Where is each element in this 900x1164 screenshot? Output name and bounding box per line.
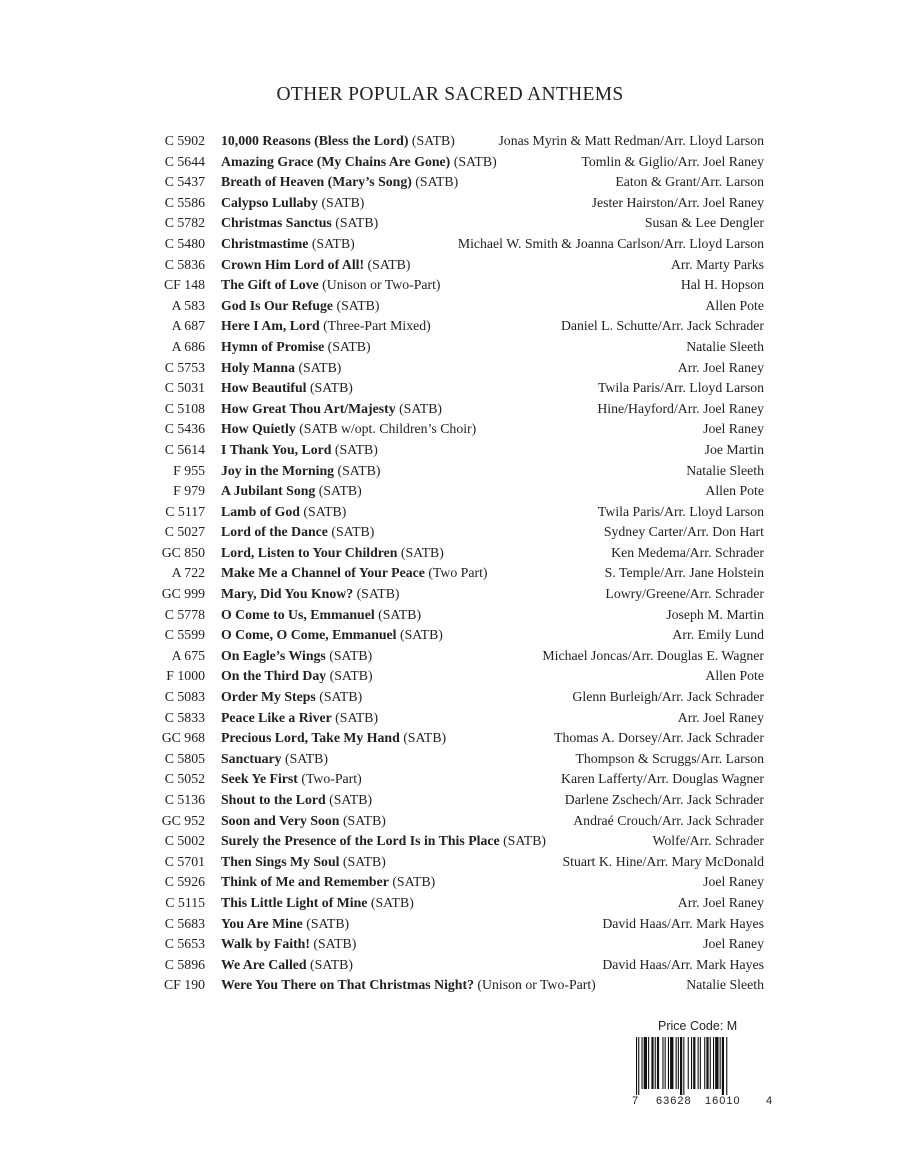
anthem-work: [221, 234, 355, 255]
anthem-voicing: (SATB): [331, 524, 375, 540]
anthem-work: [221, 419, 476, 440]
catalog-code: A 583: [171, 297, 205, 313]
anthem-voicing: (SATB): [313, 936, 357, 952]
anthem-work: [221, 152, 497, 173]
anthem-credit: Thompson & Scruggs/Arr. Larson: [575, 750, 764, 766]
catalog-code: A 722: [171, 565, 205, 581]
anthem-credit: David Haas/Arr. Mark Hayes: [602, 915, 764, 931]
anthem-work: [221, 213, 378, 234]
anthem-title: Joy in the Morning: [221, 462, 335, 478]
anthem-work: [221, 337, 371, 358]
anthem-voicing: (SATB): [415, 174, 459, 190]
barcode-bar: [722, 1037, 724, 1095]
anthem-work: [221, 502, 346, 523]
anthem-work: [221, 296, 379, 317]
catalog-code: C 5115: [165, 894, 205, 910]
barcode-bar: [693, 1037, 695, 1089]
upc-digit-first: 7: [632, 1095, 639, 1107]
anthem-work: [221, 316, 431, 337]
anthem-work: [221, 831, 546, 852]
anthem-title: Mary, Did You Know?: [221, 586, 354, 602]
anthem-credit: Michael W. Smith & Joanna Carlson/Arr. Lloyd Larson: [457, 235, 764, 251]
anthem-credit: Eaton & Grant/Arr. Larson: [615, 174, 764, 190]
barcode-bar: [720, 1037, 721, 1089]
catalog-code: C 5436: [164, 421, 205, 437]
anthem-credit: Joel Raney: [703, 936, 764, 952]
anthem-row: [120, 584, 770, 605]
anthem-credit: Daniel L. Schutte/Arr. Jack Schrader: [560, 318, 764, 334]
anthem-row: [120, 337, 770, 358]
barcode-bar: [636, 1037, 637, 1095]
catalog-code: GC 850: [161, 544, 205, 560]
anthem-row: [120, 152, 770, 173]
anthem-row: [120, 975, 770, 996]
upc-digits-left: 63628: [656, 1095, 692, 1107]
anthem-work: [221, 666, 373, 687]
anthem-credit: Wolfe/Arr. Schrader: [652, 833, 764, 849]
anthem-row: [120, 358, 770, 379]
catalog-code: C 5805: [164, 750, 205, 766]
anthem-work: [221, 605, 421, 626]
anthem-title: Holy Manna: [221, 359, 295, 375]
anthem-credit: Jonas Myrin & Matt Redman/Arr. Lloyd Larson: [498, 133, 764, 148]
anthem-row: [120, 481, 770, 502]
anthem-row: [120, 234, 770, 255]
anthem-voicing: (SATB): [399, 627, 443, 643]
barcode-bar: [700, 1037, 701, 1089]
anthem-work: [221, 625, 443, 646]
catalog-code: C 5896: [164, 956, 205, 972]
catalog-code: GC 952: [161, 812, 205, 828]
anthem-voicing: (SATB): [318, 483, 362, 499]
barcode-bar: [683, 1037, 684, 1095]
page-title: OTHER POPULAR SACRED ANTHEMS: [276, 84, 624, 105]
upc-digit-last: 4: [766, 1095, 773, 1107]
anthem-row: [120, 275, 770, 296]
anthem-title: We Are Called: [221, 956, 307, 972]
anthem-row: [120, 440, 770, 461]
anthem-voicing: (SATB): [319, 689, 363, 705]
anthem-voicing: (SATB): [342, 853, 386, 869]
catalog-code: C 5117: [165, 503, 205, 519]
anthem-row: [120, 378, 770, 399]
catalog-code: GC 968: [161, 730, 205, 746]
anthem-title: O Come, O Come, Emmanuel: [221, 627, 397, 643]
anthem-credit: Joe Martin: [704, 441, 764, 457]
anthem-row: [120, 749, 770, 770]
anthem-voicing: (SATB): [285, 750, 328, 766]
anthem-title: Were You There on That Christmas Night?: [221, 977, 474, 993]
catalog-code: C 5926: [164, 874, 205, 890]
barcode-bar: [670, 1037, 673, 1089]
catalog-code: C 5614: [164, 441, 205, 457]
anthem-row: [120, 131, 770, 152]
catalog-code: C 5480: [164, 235, 205, 251]
anthem-voicing: (Unison or Two-Part): [322, 277, 441, 293]
anthem-credit: Stuart K. Hine/Arr. Mary McDonald: [562, 853, 764, 869]
anthem-title: Here I Am, Lord: [221, 318, 320, 334]
anthem-row: [120, 893, 770, 914]
anthem-credit: David Haas/Arr. Mark Hayes: [602, 956, 764, 972]
anthem-credit: Allen Pote: [705, 668, 764, 684]
anthem-title: Lord of the Dance: [221, 524, 328, 540]
anthem-row: [120, 625, 770, 646]
anthem-row: [120, 563, 770, 584]
anthem-voicing: (SATB): [367, 256, 411, 272]
anthem-work: [221, 522, 374, 543]
upc-digits-right: 16010: [705, 1095, 741, 1107]
anthem-title: Hymn of Promise: [221, 338, 325, 354]
anthem-credit: Glenn Burleigh/Arr. Jack Schrader: [572, 689, 764, 705]
anthem-credit: Allen Pote: [705, 297, 764, 313]
catalog-code: CF 190: [163, 977, 205, 993]
barcode-bar: [706, 1037, 708, 1089]
catalog-code: C 5437: [164, 174, 205, 190]
anthem-row: [120, 646, 770, 667]
anthem-voicing: (Three-Part Mixed): [323, 318, 431, 334]
barcode-bar: [726, 1037, 727, 1095]
anthem-work: [221, 193, 364, 214]
anthem-voicing: (Two-Part): [301, 771, 362, 787]
anthem-title: Precious Lord, Take My Hand: [221, 730, 400, 746]
catalog-code: C 5782: [164, 215, 205, 231]
anthem-work: [221, 275, 441, 296]
anthem-work: [221, 934, 356, 955]
anthem-credit: Darlene Zschech/Arr. Jack Schrader: [564, 792, 764, 807]
catalog-code: C 5753: [164, 359, 205, 375]
barcode-bars: [632, 1037, 768, 1095]
anthem-row: [120, 708, 770, 729]
anthem-voicing: (SATB w/opt. Children’s Choir): [299, 421, 477, 437]
barcode-bar: [704, 1037, 705, 1089]
anthem-row: [120, 666, 770, 687]
anthem-title: Shout to the Lord: [221, 792, 326, 807]
barcode-bar: [678, 1037, 679, 1089]
anthem-title: O Come to Us, Emmanuel: [221, 606, 375, 622]
anthem-voicing: (Unison or Two-Part): [477, 977, 596, 993]
anthem-title: Order My Steps: [221, 689, 316, 705]
catalog-code: C 5701: [164, 853, 205, 869]
anthem-title: Breath of Heaven (Mary’s Song): [221, 174, 412, 190]
anthem-work: [221, 378, 353, 399]
anthem-voicing: (SATB): [392, 874, 436, 890]
catalog-code: C 5653: [164, 936, 205, 952]
anthem-work: [221, 749, 328, 770]
anthem-work: [221, 769, 362, 790]
anthem-voicing: (SATB): [335, 215, 379, 231]
catalog-code: C 5644: [164, 153, 205, 169]
catalog-code: C 5902: [164, 133, 205, 148]
anthem-row: [120, 790, 770, 811]
anthem-work: [221, 358, 341, 379]
anthem-work: [221, 790, 372, 811]
anthem-list: [120, 131, 770, 996]
anthem-row: [120, 461, 770, 482]
anthem-title: A Jubilant Song: [221, 483, 316, 499]
anthem-row: [120, 811, 770, 832]
anthem-title: Lord, Listen to Your Children: [221, 544, 398, 560]
anthem-row: [120, 543, 770, 564]
anthem-voicing: (SATB): [335, 709, 379, 725]
anthem-row: [120, 831, 770, 852]
anthem-row: [120, 605, 770, 626]
barcode-bar: [638, 1037, 639, 1095]
anthem-work: [221, 481, 362, 502]
anthem-credit: Karen Lafferty/Arr. Douglas Wagner: [561, 771, 764, 787]
anthem-voicing: (SATB): [400, 544, 444, 560]
catalog-code: C 5836: [164, 256, 205, 272]
anthem-row: [120, 316, 770, 337]
barcode-bar: [676, 1037, 677, 1089]
anthem-voicing: (SATB): [309, 380, 353, 396]
anthem-row: [120, 934, 770, 955]
anthem-work: [221, 646, 372, 667]
anthem-voicing: (SATB): [337, 462, 381, 478]
anthem-credit: Arr. Emily Lund: [672, 627, 764, 643]
anthem-work: [221, 440, 378, 461]
anthem-title: Think of Me and Remember: [221, 874, 389, 890]
anthem-credit: Arr. Joel Raney: [677, 894, 764, 910]
anthem-work: [221, 872, 435, 893]
barcode-bar: [657, 1037, 659, 1089]
barcode-bar: [715, 1037, 718, 1089]
anthem-title: On Eagle’s Wings: [221, 647, 326, 663]
anthem-credit: Jester Hairston/Arr. Joel Raney: [591, 194, 764, 210]
anthem-credit: Natalie Sleeth: [686, 977, 764, 993]
anthem-credit: Arr. Marty Parks: [670, 256, 764, 272]
anthem-credit: Tomlin & Giglio/Arr. Joel Raney: [581, 153, 764, 169]
anthem-work: [221, 955, 353, 976]
anthem-work: [221, 399, 442, 420]
anthem-work: [221, 461, 380, 482]
anthem-voicing: (SATB): [370, 894, 414, 910]
anthem-voicing: (SATB): [298, 359, 342, 375]
anthem-work: [221, 543, 444, 564]
anthem-row: [120, 193, 770, 214]
anthem-voicing: (SATB): [334, 441, 378, 457]
anthem-credit: Lowry/Greene/Arr. Schrader: [605, 586, 764, 602]
anthem-voicing: (SATB): [411, 133, 455, 148]
catalog-code: C 5108: [164, 400, 205, 416]
catalog-code: C 5031: [164, 380, 205, 396]
anthem-credit: Twila Paris/Arr. Lloyd Larson: [597, 380, 764, 396]
anthem-title: How Quietly: [221, 421, 296, 437]
anthem-voicing: (SATB): [342, 812, 386, 828]
anthem-work: [221, 708, 378, 729]
anthem-title: Make Me a Channel of Your Peace: [221, 565, 425, 581]
anthem-voicing: (SATB): [329, 792, 373, 807]
anthem-row: [120, 872, 770, 893]
anthem-credit: Natalie Sleeth: [686, 338, 764, 354]
anthem-credit: Twila Paris/Arr. Lloyd Larson: [597, 503, 764, 519]
catalog-code: A 686: [171, 338, 205, 354]
anthem-credit: Joel Raney: [703, 421, 764, 437]
anthem-credit: Arr. Joel Raney: [677, 359, 764, 375]
anthem-credit: Michael Joncas/Arr. Douglas E. Wagner: [542, 647, 764, 663]
anthem-title: Crown Him Lord of All!: [221, 256, 365, 272]
anthem-title: Then Sings My Soul: [221, 853, 340, 869]
anthem-title: How Great Thou Art/Majesty: [221, 400, 396, 416]
anthem-voicing: (SATB): [310, 956, 353, 972]
anthem-row: [120, 172, 770, 193]
barcode-bar: [662, 1037, 663, 1089]
anthem-title: This Little Light of Mine: [221, 894, 368, 910]
barcode-bar: [698, 1037, 699, 1089]
anthem-row: [120, 728, 770, 749]
catalog-code: C 5136: [164, 792, 205, 807]
anthem-row: [120, 687, 770, 708]
catalog-code: A 687: [171, 318, 205, 334]
anthem-voicing: (SATB): [327, 338, 371, 354]
anthem-credit: Andraé Crouch/Arr. Jack Schrader: [573, 812, 764, 828]
anthem-title: Christmastime: [221, 235, 309, 251]
anthem-voicing: (SATB): [311, 235, 355, 251]
anthem-title: I Thank You, Lord: [221, 441, 332, 457]
anthem-title: Peace Like a River: [221, 709, 332, 725]
anthem-voicing: (SATB): [403, 730, 447, 746]
anthem-row: [120, 769, 770, 790]
anthem-credit: Ken Medema/Arr. Schrader: [611, 544, 764, 560]
anthem-voicing: (SATB): [321, 194, 365, 210]
barcode-bar: [665, 1037, 666, 1089]
catalog-code: C 5778: [164, 606, 205, 622]
anthem-title: On the Third Day: [221, 668, 327, 684]
anthem-credit: Allen Pote: [705, 483, 764, 499]
anthem-title: Calypso Lullaby: [221, 194, 318, 210]
anthem-credit: Joel Raney: [703, 874, 764, 890]
anthem-title: Lamb of God: [221, 503, 300, 519]
catalog-code: F 955: [173, 462, 205, 478]
anthem-row: [120, 914, 770, 935]
anthem-voicing: (SATB): [336, 297, 380, 313]
catalog-code: CF 148: [163, 277, 205, 293]
anthem-work: [221, 811, 386, 832]
catalog-code: C 5027: [164, 524, 205, 540]
anthem-credit: Joseph M. Martin: [666, 606, 764, 622]
barcode-bar: [644, 1037, 647, 1089]
anthem-title: Sanctuary: [221, 750, 282, 766]
anthem-voicing: (SATB): [378, 606, 422, 622]
anthem-credit: Hine/Hayford/Arr. Joel Raney: [597, 400, 764, 416]
anthem-row: [120, 419, 770, 440]
anthem-row: [120, 955, 770, 976]
anthem-title: Walk by Faith!: [221, 936, 310, 952]
anthem-row: [120, 296, 770, 317]
barcode-bar: [668, 1037, 669, 1089]
anthem-title: Seek Ye First: [221, 771, 298, 787]
anthem-voicing: (SATB): [329, 668, 373, 684]
anthem-work: [221, 563, 488, 584]
anthem-row: [120, 213, 770, 234]
anthem-title: 10,000 Reasons (Bless the Lord): [221, 133, 409, 148]
barcode-bar: [655, 1037, 656, 1089]
anthem-title: The Gift of Love: [221, 277, 319, 293]
anthem-voicing: (Two Part): [428, 565, 488, 581]
anthem-work: [221, 687, 362, 708]
catalog-code: A 675: [171, 647, 205, 663]
anthem-title: Surely the Presence of the Lord Is in This Place: [221, 833, 500, 849]
anthem-credit: Hal H. Hopson: [680, 277, 764, 293]
anthem-voicing: (SATB): [329, 647, 373, 663]
anthem-work: [221, 584, 400, 605]
anthem-credit: Natalie Sleeth: [686, 462, 764, 478]
barcode-bar: [710, 1037, 711, 1089]
anthem-voicing: (SATB): [356, 586, 400, 602]
catalog-code: C 5833: [164, 709, 205, 725]
anthem-row: [120, 399, 770, 420]
anthem-voicing: (SATB): [303, 503, 347, 519]
anthem-credit: Sydney Carter/Arr. Don Hart: [603, 524, 764, 540]
catalog-code: F 1000: [166, 668, 205, 684]
anthem-credit: Susan & Lee Dengler: [644, 215, 764, 231]
anthem-row: [120, 522, 770, 543]
anthem-work: [221, 852, 386, 873]
barcode-bar: [688, 1037, 689, 1089]
catalog-code: C 5002: [164, 833, 205, 849]
barcode-bar: [691, 1037, 692, 1089]
catalog-code: C 5052: [164, 771, 205, 787]
anthem-credit: S. Temple/Arr. Jane Holstein: [604, 565, 764, 581]
catalog-code: C 5599: [164, 627, 205, 643]
anthem-credit: Arr. Joel Raney: [677, 709, 764, 725]
anthem-credit: Thomas A. Dorsey/Arr. Jack Schrader: [554, 730, 764, 746]
anthem-title: Soon and Very Soon: [221, 812, 340, 828]
anthem-work: [221, 893, 414, 914]
anthem-work: [221, 914, 349, 935]
anthem-voicing: (SATB): [306, 915, 350, 931]
anthem-work: [221, 728, 446, 749]
catalog-code: C 5586: [164, 194, 205, 210]
anthem-title: Christmas Sanctus: [221, 215, 332, 231]
catalog-code: C 5683: [164, 915, 205, 931]
barcode-bar: [648, 1037, 649, 1089]
anthem-work: [221, 255, 410, 276]
anthem-work: [221, 975, 596, 996]
anthem-work: [221, 172, 458, 193]
price-code: Price Code: M: [658, 1019, 738, 1033]
anthem-voicing: (SATB): [503, 833, 547, 849]
anthem-title: God Is Our Refuge: [221, 297, 334, 313]
catalog-code: F 979: [173, 483, 205, 499]
anthem-title: Amazing Grace (My Chains Are Gone): [221, 153, 451, 169]
barcode-bar: [651, 1037, 653, 1089]
anthem-voicing: (SATB): [399, 400, 443, 416]
anthem-row: [120, 852, 770, 873]
barcode-bar: [680, 1037, 682, 1095]
anthem-work: [221, 131, 455, 152]
anthem-title: You Are Mine: [221, 915, 303, 931]
barcode-bar: [713, 1037, 714, 1089]
barcode-bar: [642, 1037, 643, 1089]
anthem-title: How Beautiful: [221, 380, 307, 396]
catalog-code: C 5083: [164, 689, 205, 705]
catalog-code: GC 999: [161, 586, 205, 602]
anthem-row: [120, 255, 770, 276]
anthem-row: [120, 502, 770, 523]
anthem-voicing: (SATB): [453, 153, 497, 169]
